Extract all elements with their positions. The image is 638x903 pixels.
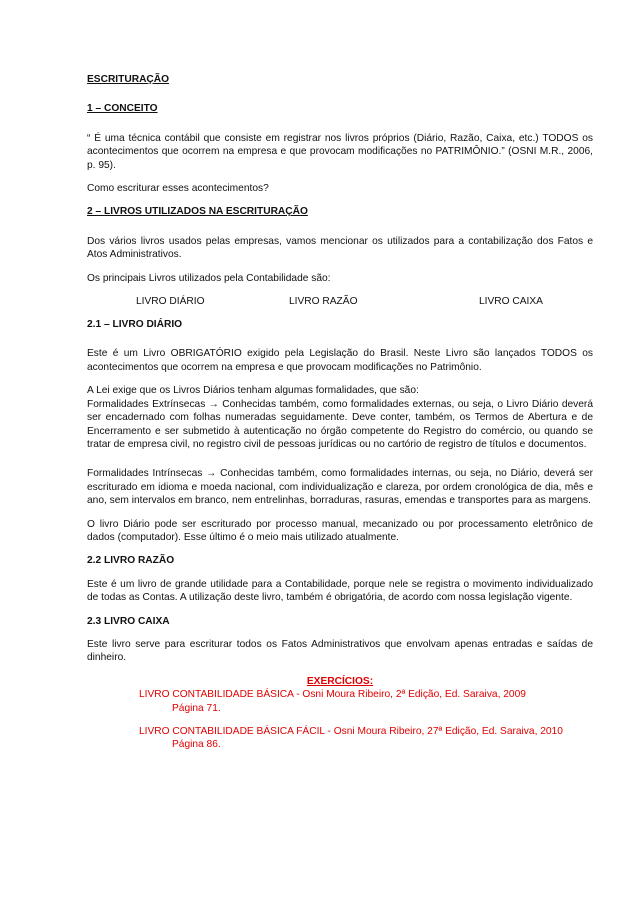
diario-paragraph-2a: A Lei exige que os Livros Diários tenham algumas formalidades, que são: bbox=[87, 385, 419, 397]
diario-paragraph-4: O livro Diário pode ser escriturado por processo manual, mecanizado ou por processamento eletrônico de dados (computador). Esse último é o meio mais utilizado atualmente. bbox=[87, 518, 593, 543]
diario-paragraph-1: Este é um Livro OBRIGATÓRIO exigido pela Legislação do Brasil. Neste Livro são lançados TODOS os acontecimentos que ocorrem na empresa e que provocam modificações no Patrimônio. bbox=[87, 348, 593, 373]
livros-paragraph-2: Os principais Livros utilizados pela Contabilidade são: bbox=[87, 272, 331, 284]
conceito-quote: “ É uma técnica contábil que consiste em registrar nos livros próprios (Diário, Razão, Caixa, etc.) TODOS os acontecimentos que ocorrem na empresa e que provocam modificações no PATRIMÔNIO.” (OSNI M.R., 2006, p. 95). bbox=[87, 132, 593, 171]
section-heading-razao: 2.2 LIVRO RAZÃO bbox=[87, 555, 175, 567]
conceito-question: Como escriturar esses acontecimentos? bbox=[87, 183, 269, 195]
book-caixa: LIVRO CAIXA bbox=[479, 296, 543, 308]
section-heading-caixa: 2.3 LIVRO CAIXA bbox=[87, 615, 170, 627]
exercicio-page-1: Página 71. bbox=[172, 702, 221, 714]
exercicio-reference-2: LIVRO CONTABILIDADE BÁSICA FÁCIL - Osni Moura Ribeiro, 27ª Edição, Ed. Saraiva, 2010 bbox=[139, 726, 563, 737]
caixa-paragraph: Este livro serve para escriturar todos os Fatos Administrativos que envolvam apenas entradas e saídas de dinheiro. bbox=[87, 638, 593, 664]
exercicios-heading: EXERCÍCIOS: bbox=[306, 675, 374, 687]
section-heading-livros: 2 – LIVROS UTILIZADOS NA ESCRITURAÇÃO bbox=[87, 206, 308, 218]
book-diario: LIVRO DIÁRIO bbox=[136, 296, 205, 308]
livros-list bbox=[87, 295, 593, 308]
book-razao: LIVRO RAZÃO bbox=[289, 296, 358, 308]
exercicios-block bbox=[87, 675, 593, 752]
livros-paragraph-1: Dos vários livros usados pelas empresas, vamos mencionar os utilizados para a contabilização dos Fatos e Atos Administrativos. bbox=[87, 235, 593, 261]
exercicio-page-2: Página 86. bbox=[172, 739, 221, 751]
document-title: ESCRITURAÇÃO bbox=[87, 74, 170, 85]
section-heading-diario: 2.1 – LIVRO DIÁRIO bbox=[87, 319, 183, 331]
diario-paragraph-3: Formalidades Intrínsecas → Conhecidas também, como formalidades internas, ou seja, no Diário, deverá ser escriturado em idioma e moeda nacional, com individualização e clareza, por ordem cronológica de dia, mês e ano, sem intervalos em branco, nem entrelinhas, borraduras, rasuras, emendas e transportes para as margens. bbox=[87, 468, 593, 507]
razao-paragraph: Este é um livro de grande utilidade para a Contabilidade, porque nele se registra o movimento individualizado de todas as Contas. A utilização deste livro, também é obrigatória, de acordo com nossa legislação vigente. bbox=[87, 578, 593, 604]
document-page bbox=[87, 73, 593, 752]
exercicio-reference-1: LIVRO CONTABILIDADE BÁSICA - Osni Moura Ribeiro, 2ª Edição, Ed. Saraiva, 2009 bbox=[139, 689, 526, 701]
section-heading-conceito: 1 – CONCEITO bbox=[87, 103, 158, 115]
diario-paragraph-2b: Formalidades Extrínsecas → Conhecidas também, como formalidades externas, ou seja, o Livro Diário deverá ser encadernado com folhas numeradas seguidamente. Deve conter, também, os Termos de Abertura e de Encerramento e ser submetido à autenticação no órgão competente do Registro do comércio, ou quando se tratar de empresa civil, no registro civil de pessoas jurídicas ou no cartório de registro de títulos e documentos. bbox=[87, 398, 593, 450]
